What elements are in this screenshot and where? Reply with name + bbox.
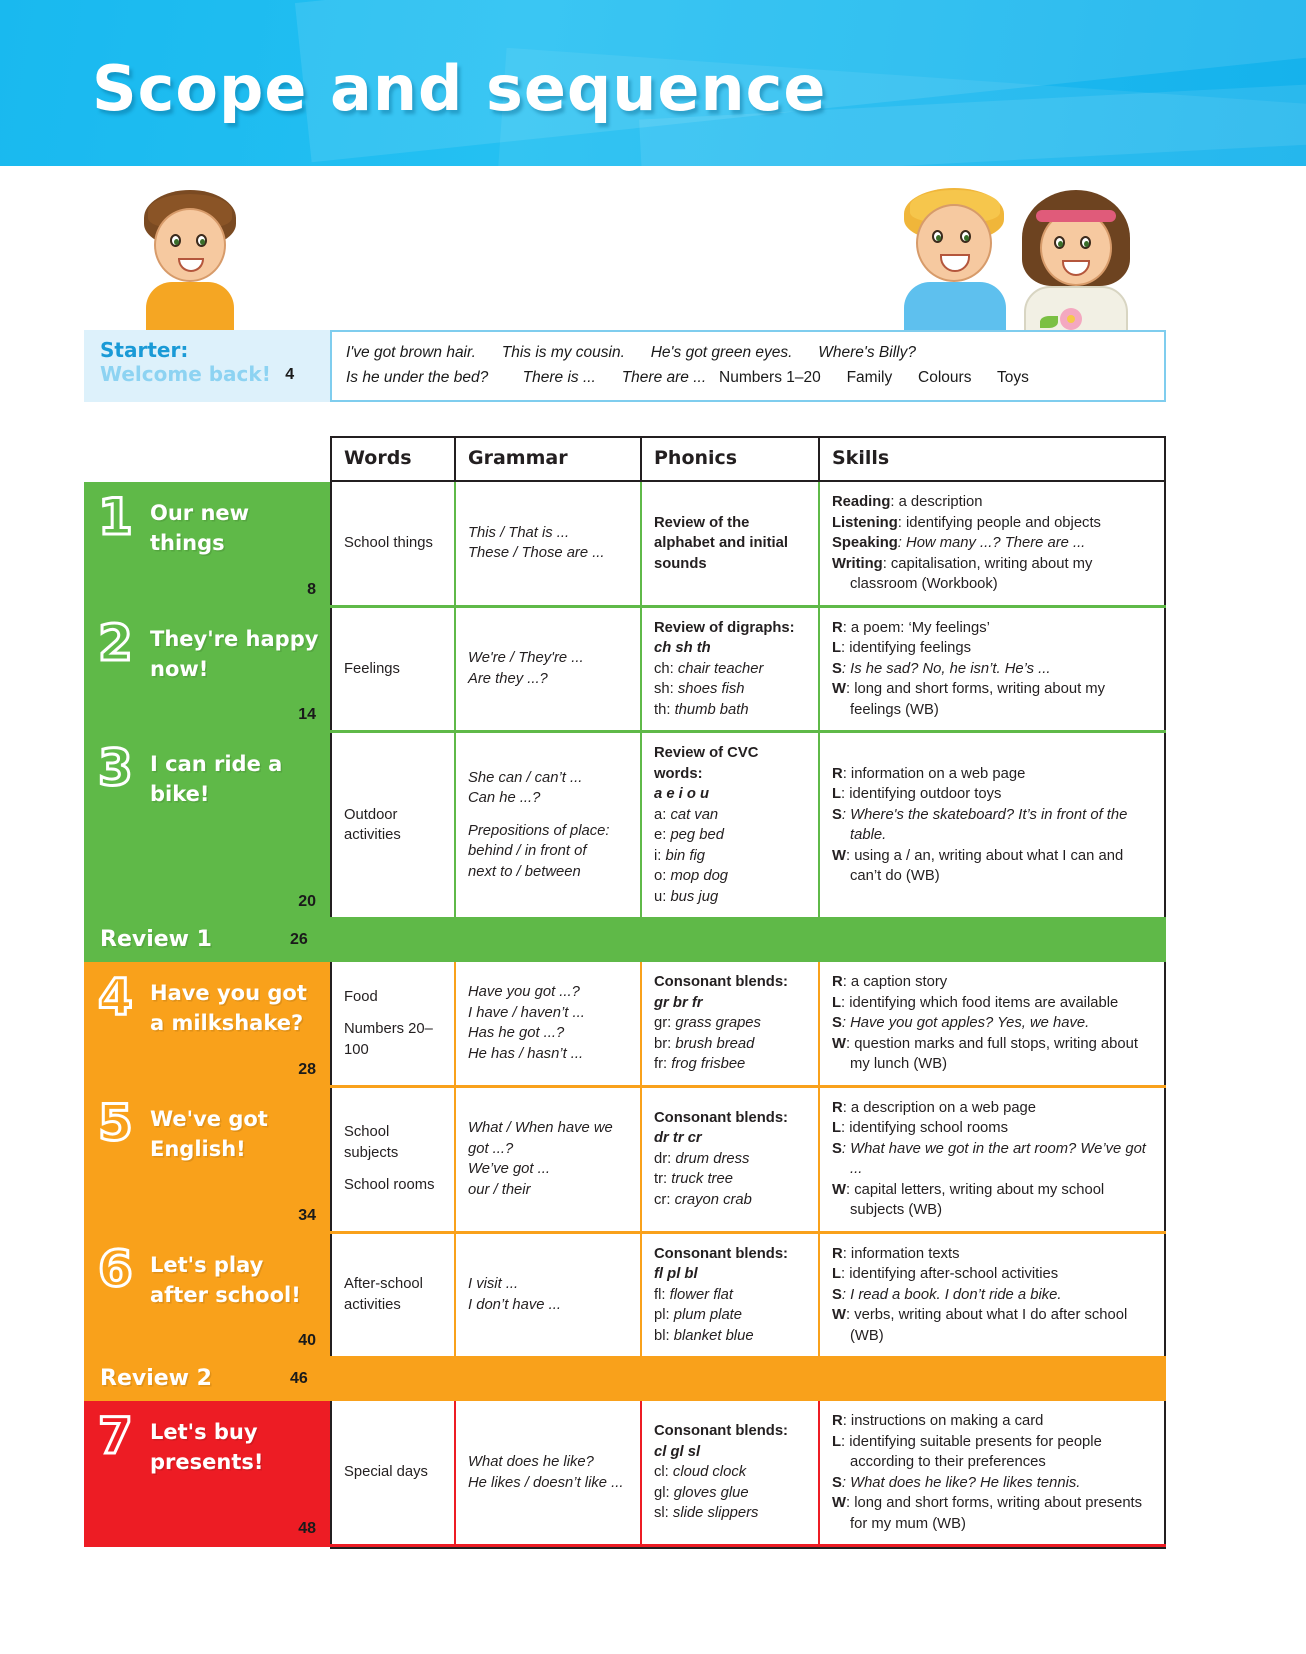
starter-subtitle: Welcome back!	[100, 362, 271, 386]
unit-cell[interactable]	[84, 482, 330, 605]
unit-page-number: 48	[298, 1520, 316, 1537]
cell-phonics: Review of CVC words: a e i o u a: cat van e: peg bed i: bin fig o: mop dog u: bus jug	[642, 733, 820, 917]
eye-right-shape	[196, 234, 207, 247]
unit-detail-cells	[330, 1234, 1166, 1357]
table-row	[84, 1234, 1166, 1360]
unit-number: 3	[98, 739, 133, 797]
starter-page-number: 4	[285, 366, 295, 383]
starter-row	[84, 330, 1166, 402]
cell-skills: R: instructions on making a card L: identifying suitable presents for people according to their preferences S: What does he like? He likes tennis. W: long and short forms, writing about presents for my mum (WB)	[832, 1413, 1143, 1532]
unit-cell[interactable]	[84, 608, 330, 731]
cell-grammar: I visit ... I don’t have ...	[456, 1234, 642, 1357]
review-page-number: 46	[289, 1369, 308, 1387]
cell-grammar: What does he like? He likes / doesn’t like ...	[456, 1401, 642, 1544]
unit-number: 2	[98, 613, 133, 672]
cell-grammar: She can / can’t ... Can he ...? Prepositions of place: behind / in front of next to / between	[456, 733, 642, 917]
cell-grammar: What / When have we got ...? We’ve got ... our / their	[456, 1088, 642, 1231]
cell-skills: R: information texts L: identifying after-school activities S: I read a book. I don’t ride a bike. W: verbs, writing about what I do after school (WB)	[832, 1245, 1128, 1344]
table-row	[84, 733, 1166, 920]
unit-title: Let's buy presents!	[150, 1420, 264, 1474]
unit-cell[interactable]	[84, 1401, 330, 1544]
column-header-skills: Skills	[832, 447, 890, 469]
cell-grammar: This / That is ... These / Those are ...	[456, 482, 642, 605]
unit-cell[interactable]	[84, 1088, 330, 1231]
unit-detail-cells	[330, 1088, 1166, 1231]
unit-title: I can ride a bike!	[150, 752, 283, 806]
unit-page-number: 14	[298, 706, 316, 723]
table-row	[84, 962, 1166, 1088]
column-header-grammar: Grammar	[456, 438, 642, 480]
cell-phonics: Review of the alphabet and initial sounds	[642, 482, 820, 605]
starter-label: Starter:	[100, 338, 189, 362]
table-row	[84, 482, 1166, 608]
unit-number: 7	[98, 1407, 133, 1465]
cell-words: Feelings	[332, 608, 456, 731]
starter-label-cell	[84, 330, 330, 402]
cell-words: Outdoor activities	[332, 733, 456, 917]
unit-number: 5	[98, 1093, 133, 1152]
unit-cell[interactable]	[84, 1234, 330, 1357]
starter-line-2-plain: Numbers 1–20 Family Colours Toys	[706, 369, 1029, 386]
shirt-shape	[146, 282, 234, 337]
table-row	[84, 1401, 1166, 1547]
review-band[interactable]	[84, 1359, 1166, 1401]
unit-page-number: 40	[298, 1332, 316, 1349]
eye-left-shape	[170, 234, 181, 247]
cell-phonics: Consonant blends: gr br fr gr: grass grapes br: brush bread fr: frog frisbee	[642, 962, 820, 1085]
unit-page-number: 8	[307, 580, 316, 598]
cell-grammar: We're / They're ... Are they ...?	[456, 608, 642, 731]
starter-line-2-italic: Is he under the bed? There is ... There are ...	[346, 369, 707, 386]
cell-phonics: Consonant blends: dr tr cr dr: drum dress tr: truck tree cr: crayon crab	[642, 1088, 820, 1231]
illustration-girl-right	[1020, 190, 1132, 340]
eye-right-shape	[1080, 236, 1091, 249]
unit-page-number: 28	[298, 1060, 316, 1078]
table-bottom-border	[330, 1547, 1166, 1549]
unit-title: We've got English!	[150, 1106, 268, 1161]
cell-skills: R: a poem: ‘My feelings’ L: identifying feelings S: Is he sad? No, he isn’t. He’s ... W: long and short forms, writing about my feelings (WB)	[832, 619, 1106, 718]
cell-phonics: Consonant blends: cl gl sl cl: cloud clock gl: gloves glue sl: slide slippers	[642, 1401, 820, 1544]
unit-detail-cells	[330, 1401, 1166, 1544]
cell-words: Food Numbers 20–100	[332, 962, 456, 1085]
eye-right-shape	[960, 230, 971, 243]
unit-title: Have you got a milkshake?	[150, 981, 307, 1035]
unit-number: 6	[98, 1239, 133, 1298]
illustration-boy-right	[900, 188, 1010, 340]
cell-skills: R: a caption story L: identifying which food items are available S: Have you got apples? Yes, we have. W: question marks and full stops, writing about my lunch (WB)	[832, 974, 1138, 1072]
unit-title: Our new things	[150, 501, 250, 555]
unit-number: 1	[98, 488, 133, 546]
hairband-shape	[1036, 210, 1116, 222]
cell-skills: R: information on a web page L: identifying outdoor toys S: Where's the skateboard? It’s in front of the table. W: using a / an, writing about what I can and can’t do (WB)	[832, 765, 1128, 884]
cell-words: School subjects School rooms	[332, 1088, 456, 1231]
table-row	[84, 608, 1166, 734]
cell-skills: Reading: a description Listening: identifying people and objects Speaking: How many ...? There are ... Writing: capitalisation, writing about my classroom (Workbook)	[832, 494, 1101, 592]
unit-cell[interactable]	[84, 733, 330, 917]
unit-title: Let's play after school!	[150, 1252, 301, 1307]
eye-left-shape	[932, 230, 943, 243]
scope-sequence-table	[84, 436, 1166, 1549]
cell-grammar: Have you got ...? I have / haven’t ... Has he got ...? He has / hasn’t ...	[456, 962, 642, 1085]
starter-line-2	[346, 365, 1150, 390]
review-page-number: 26	[289, 930, 308, 948]
unit-page-number: 34	[298, 1206, 316, 1224]
starter-line-1: I've got brown hair. This is my cousin. He's got green eyes. Where's Billy?	[346, 344, 916, 361]
unit-cell[interactable]	[84, 962, 330, 1085]
illustration-boy-left	[140, 190, 240, 335]
flower-icon	[1060, 308, 1082, 330]
review-label: Review 2	[100, 1366, 212, 1391]
cell-words: Special days	[332, 1401, 456, 1544]
column-header-words: Words	[332, 438, 456, 480]
cell-phonics: Review of digraphs: ch sh th ch: chair teacher sh: shoes fish th: thumb bath	[642, 608, 820, 731]
column-header-phonics: Phonics	[642, 438, 820, 480]
unit-detail-cells	[330, 962, 1166, 1085]
cell-phonics: Consonant blends: fl pl bl fl: flower flat pl: plum plate bl: blanket blue	[642, 1234, 820, 1357]
unit-detail-cells	[330, 608, 1166, 731]
unit-detail-cells	[330, 482, 1166, 605]
leaf-icon	[1040, 316, 1058, 328]
unit-number: 4	[98, 968, 133, 1026]
unit-page-number: 20	[298, 893, 316, 910]
eye-left-shape	[1054, 236, 1065, 249]
review-band[interactable]	[84, 920, 1166, 962]
starter-content-box	[330, 330, 1166, 402]
review-label: Review 1	[100, 927, 212, 952]
page-banner	[0, 0, 1306, 166]
unit-title: They're happy now!	[150, 626, 319, 681]
unit-detail-cells	[330, 733, 1166, 917]
table-row	[84, 1088, 1166, 1234]
table-header-row	[330, 436, 1166, 482]
cell-words: After-school activities	[332, 1234, 456, 1357]
page-title: Scope and sequence	[92, 52, 827, 125]
cell-words: School things	[332, 482, 456, 605]
cell-skills: R: a description on a web page L: identifying school rooms S: What have we got in the art room? We’ve got ... W: capital letters, writing about my school subjects (WB)	[832, 1099, 1146, 1218]
